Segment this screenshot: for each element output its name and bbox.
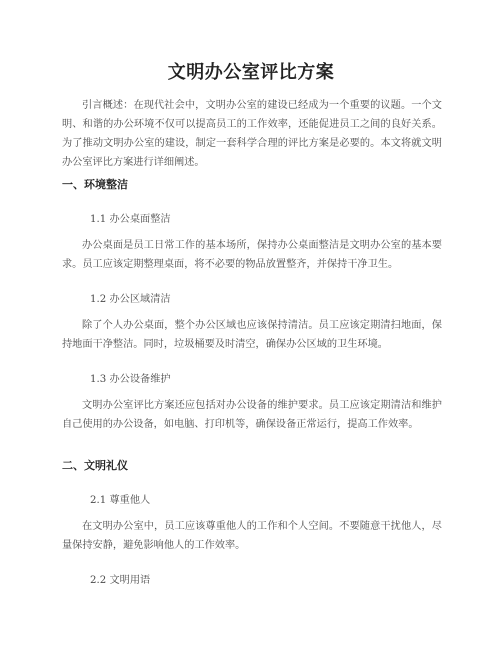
- intro-paragraph: 引言概述：在现代社会中，文明办公室的建设已经成为一个重要的议题。一个文明、和谐的办公环境不仅可以提高员工的工作效率，还能促进员工之间的良好关系。为了推动文明办公室的建设，制定一套科学合理的评比方案是必要的。本文将就文明办公室评比方案进行详细阐述。: [62, 100, 442, 168]
- document-title: 文明办公室评比方案: [167, 62, 335, 83]
- paragraph-desk-tidy: 办公桌面是员工日常工作的基本场所，保持办公桌面整洁是文明办公室的基本要求。员工应该定期整理桌面，将不必要的物品放置整齐，并保持干净卫生。: [62, 240, 442, 270]
- subheading-equipment-maintenance: 1.3 办公设备维护: [90, 374, 171, 385]
- subheading-respect-others: 2.1 尊重他人: [90, 495, 151, 506]
- section-heading-environment: 一、环境整洁: [62, 178, 128, 191]
- subheading-civil-language: 2.2 文明用语: [90, 575, 151, 586]
- section-heading-etiquette: 二、文明礼仪: [62, 459, 128, 472]
- subheading-desk-tidy: 1.1 办公桌面整洁: [90, 214, 171, 225]
- subheading-area-clean: 1.2 办公区域清洁: [90, 294, 171, 305]
- paragraph-equipment-maintenance: 文明办公室评比方案还应包括对办公设备的维护要求。员工应该定期清洁和维护自己使用的办公设备，如电脑、打印机等，确保设备正常运行，提高工作效率。: [62, 400, 442, 430]
- paragraph-respect-others: 在文明办公室中，员工应该尊重他人的工作和个人空间。不要随意干扰他人，尽量保持安静，避免影响他人的工作效率。: [62, 521, 442, 551]
- paragraph-area-clean: 除了个人办公桌面，整个办公区域也应该保持清洁。员工应该定期清扫地面，保持地面干净整洁。同时，垃圾桶要及时清空，确保办公区域的卫生环境。: [62, 320, 442, 350]
